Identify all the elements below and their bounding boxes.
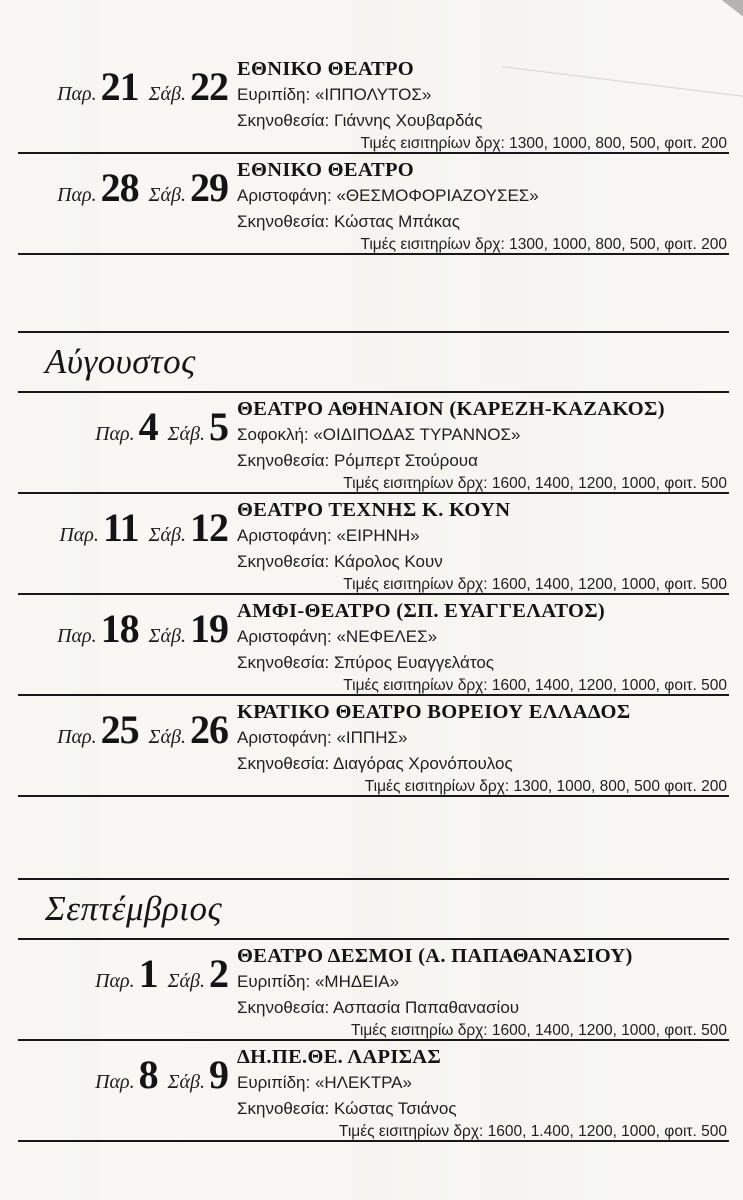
scan-smudge [718,0,743,18]
month-header-september: Σεπτέμβριος [45,889,223,928]
prices-line: Τιμές εισιτηρίων δρχ: 1600, 1400, 1200, 1000, φοιτ. 500 [343,475,727,492]
schedule-entry [0,53,743,152]
friday-number: 18 [100,606,139,651]
friday-label: Παρ. [57,625,97,647]
director-line: Σκηνοθεσία: Κώστας Τσιάνος [237,1099,457,1118]
entry-content [237,154,743,253]
prices-line: Τιμές εισιτηρίων δρχ: 1600, 1400, 1200, 1000, φοιτ. 500 [343,677,727,694]
friday-number: 21 [100,64,139,109]
friday-number: 8 [138,1052,158,1097]
saturday-number: 12 [190,505,228,550]
play-line: Αριστοφάνη: «ΘΕΣΜΟΦΟΡΙΑΖΟΥΣΕΣ» [237,186,539,205]
play-line: Αριστοφάνη: «ΝΕΦΕΛΕΣ» [237,627,438,646]
entry-dates [0,494,237,593]
director-line: Σκηνοθεσία: Γιάννης Χουβαρδάς [237,111,483,130]
venue-name: ΘΕΑΤΡΟ ΑΘΗΝΑΙΟΝ (ΚΑΡΕΖΗ-ΚΑΖΑΚΟΣ) [237,398,665,420]
entry-dates [0,696,237,795]
section-gap [0,797,743,878]
schedule-entry [0,393,743,492]
entry-dates [0,595,237,694]
friday-label: Παρ. [57,184,97,206]
saturday-label: Σάβ. [167,423,205,445]
prices-line: Τιμές εισιτηρίων δρχ: 1600, 1.400, 1200, 1000, φοιτ. 500 [338,1123,727,1140]
entry-dates [0,1041,237,1140]
entry-content [237,595,743,694]
play-line: Αριστοφάνη: «ΕΙΡΗΝΗ» [237,526,420,545]
venue-name: ΔΗ.ΠΕ.ΘΕ. ΛΑΡΙΣΑΣ [237,1046,442,1068]
friday-number: 4 [138,404,158,449]
venue-name: ΕΘΝΙΚΟ ΘΕΑΤΡΟ [237,58,415,80]
entry-dates [0,393,237,492]
entry-content [237,53,743,152]
director-line: Σκηνοθεσία: Κώστας Μπάκας [237,212,460,231]
entry-dates [0,154,237,253]
saturday-label: Σάβ. [148,83,186,105]
saturday-number: 29 [190,165,228,210]
saturday-number: 19 [190,606,228,651]
prices-line: Τιμές εισιτηρίων δρχ: 1600, 1400, 1200, 1000, φοιτ. 500 [343,576,727,593]
friday-number: 11 [102,505,139,550]
friday-number: 1 [138,951,158,996]
friday-label: Παρ. [59,524,99,546]
entry-dates [0,53,237,152]
friday-label: Παρ. [95,970,135,992]
venue-name: ΑΜΦΙ-ΘΕΑΤΡΟ (ΣΠ. ΕΥΑΓΓΕΛΑΤΟΣ) [237,600,606,622]
director-line: Σκηνοθεσία: Σπύρος Ευαγγελάτος [237,653,494,672]
entry-content [237,940,743,1039]
schedule-entry [0,696,743,795]
director-line: Σκηνοθεσία: Κάρολος Κουν [237,552,443,571]
friday-label: Παρ. [57,726,97,748]
venue-name: ΘΕΑΤΡΟ ΔΕΣΜΟΙ (Α. ΠΑΠΑΘΑΝΑΣΙΟΥ) [237,945,633,967]
schedule-entry [0,940,743,1039]
saturday-number: 5 [209,404,228,449]
entry-content [237,393,743,492]
month-header-august: Αύγουστος [45,342,196,381]
saturday-label: Σάβ. [167,970,205,992]
prices-line: Τιμές εισιτηρίων δρχ: 1300, 1000, 800, 500, φοιτ. 200 [360,135,727,152]
venue-name: ΚΡΑΤΙΚΟ ΘΕΑΤΡΟ ΒΟΡΕΙΟΥ ΕΛΛΑΔΟΣ [237,701,631,723]
saturday-label: Σάβ. [148,524,186,546]
prices-line: Τιμές εισιτηρίων δρχ: 1300, 1000, 800, 500, φοιτ. 200 [360,236,727,253]
director-line: Σκηνοθεσία: Ασπασία Παπαθανασίου [237,998,520,1017]
saturday-label: Σάβ. [167,1071,205,1093]
entry-content [237,696,743,795]
friday-label: Παρ. [95,423,135,445]
director-line: Σκηνοθεσία: Ρόμπερτ Στούρουα [237,451,478,470]
friday-number: 25 [100,707,139,752]
saturday-label: Σάβ. [148,625,186,647]
schedule-entry [0,595,743,694]
play-line: Ευριπίδη: «ΙΠΠΟΛΥΤΟΣ» [237,85,432,104]
schedule-entry [0,154,743,253]
prices-line: Τιμές εισιτηρίω δρχ: 1600, 1400, 1200, 1000, φοιτ. 500 [350,1022,727,1039]
play-line: Σοφοκλή: «ΟΙΔΙΠΟΔΑΣ ΤΥΡΑΝΝΟΣ» [237,425,521,444]
section-gap [0,255,743,331]
saturday-number: 26 [190,707,228,752]
saturday-number: 2 [209,951,228,996]
friday-label: Παρ. [95,1071,135,1093]
friday-number: 28 [100,165,139,210]
saturday-number: 9 [209,1052,228,1097]
entry-dates [0,940,237,1039]
friday-label: Παρ. [57,83,97,105]
director-line: Σκηνοθεσία: Διαγόρας Χρονόπουλος [237,754,513,773]
play-line: Ευριπίδη: «ΗΛΕΚΤΡΑ» [237,1073,412,1092]
entry-content [237,494,743,593]
play-line: Ευριπίδη: «ΜΗΔΕΙΑ» [237,972,400,991]
prices-line: Τιμές εισιτηρίων δρχ: 1300, 1000, 800, 500 φοιτ. 200 [364,778,727,795]
venue-name: ΘΕΑΤΡΟ ΤΕΧΝΗΣ Κ. ΚΟΥΝ [237,499,511,521]
saturday-label: Σάβ. [148,184,186,206]
saturday-label: Σάβ. [148,726,186,748]
play-line: Αριστοφάνη: «ΙΠΠΗΣ» [237,728,408,747]
saturday-number: 22 [190,64,228,109]
venue-name: ΕΘΝΙΚΟ ΘΕΑΤΡΟ [237,159,415,181]
schedule-entry [0,1041,743,1140]
schedule-entry [0,494,743,593]
entry-content [237,1041,743,1140]
